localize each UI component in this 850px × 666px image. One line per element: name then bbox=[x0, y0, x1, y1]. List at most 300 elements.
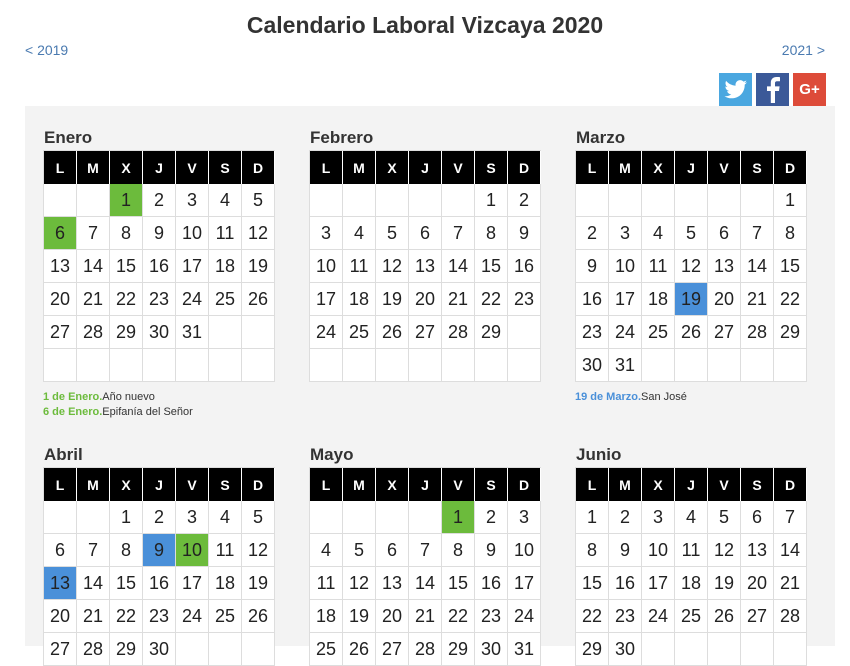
day-cell[interactable]: 30 bbox=[576, 349, 609, 382]
month-abril bbox=[43, 443, 275, 666]
day-cell[interactable]: 6 bbox=[44, 534, 77, 567]
day-cell[interactable]: 24 bbox=[609, 316, 642, 349]
day-cell[interactable]: 16 bbox=[143, 567, 176, 600]
day-cell[interactable]: 16 bbox=[508, 250, 541, 283]
day-cell[interactable]: 23 bbox=[143, 600, 176, 633]
day-cell[interactable]: 10 bbox=[176, 534, 209, 567]
day-cell[interactable]: 4 bbox=[310, 534, 343, 567]
day-cell[interactable]: 8 bbox=[475, 217, 508, 250]
empty-cell bbox=[708, 349, 741, 382]
month-name: Junio bbox=[576, 445, 622, 464]
empty-cell bbox=[774, 633, 807, 666]
day-cell[interactable]: 1 bbox=[110, 184, 143, 217]
day-cell[interactable]: 26 bbox=[376, 316, 409, 349]
empty-cell bbox=[642, 184, 675, 217]
day-cell[interactable]: 1 bbox=[442, 501, 475, 534]
day-cell[interactable]: 11 bbox=[310, 567, 343, 600]
day-cell[interactable]: 9 bbox=[508, 217, 541, 250]
empty-cell bbox=[508, 349, 541, 382]
day-cell[interactable]: 28 bbox=[741, 316, 774, 349]
empty-cell bbox=[675, 184, 708, 217]
day-cell[interactable]: 28 bbox=[442, 316, 475, 349]
day-cell[interactable]: 5 bbox=[242, 501, 275, 534]
day-cell[interactable]: 14 bbox=[442, 250, 475, 283]
day-cell[interactable]: 29 bbox=[475, 316, 508, 349]
holiday-date: 6 de Enero. bbox=[43, 406, 103, 418]
day-cell[interactable]: 9 bbox=[576, 250, 609, 283]
day-cell[interactable]: 25 bbox=[343, 316, 376, 349]
day-cell[interactable]: 24 bbox=[310, 316, 343, 349]
day-cell[interactable]: 21 bbox=[774, 567, 807, 600]
day-cell[interactable]: 18 bbox=[310, 600, 343, 633]
day-cell[interactable]: 4 bbox=[209, 184, 242, 217]
day-cell[interactable]: 5 bbox=[376, 217, 409, 250]
weekday-header: L bbox=[44, 468, 77, 501]
day-cell[interactable]: 14 bbox=[774, 534, 807, 567]
day-cell[interactable]: 11 bbox=[642, 250, 675, 283]
day-cell[interactable]: 15 bbox=[774, 250, 807, 283]
day-cell[interactable]: 27 bbox=[741, 600, 774, 633]
day-cell[interactable]: 15 bbox=[576, 567, 609, 600]
day-cell[interactable]: 6 bbox=[409, 217, 442, 250]
weekday-header: V bbox=[708, 151, 741, 184]
month-grid bbox=[309, 467, 541, 666]
day-cell[interactable]: 29 bbox=[442, 633, 475, 666]
day-cell[interactable]: 29 bbox=[110, 316, 143, 349]
weekday-header: J bbox=[409, 151, 442, 184]
weekday-header: S bbox=[475, 151, 508, 184]
page-title: Calendario Laboral Vizcaya 2020 bbox=[246, 12, 604, 38]
month-name: Mayo bbox=[310, 445, 354, 464]
empty-cell bbox=[609, 184, 642, 217]
day-cell[interactable]: 29 bbox=[774, 316, 807, 349]
weekday-header: S bbox=[741, 468, 774, 501]
empty-cell bbox=[343, 184, 376, 217]
weekday-header: L bbox=[310, 151, 343, 184]
day-cell[interactable]: 19 bbox=[376, 283, 409, 316]
day-cell[interactable]: 6 bbox=[44, 217, 77, 250]
day-cell[interactable]: 12 bbox=[708, 534, 741, 567]
day-cell[interactable]: 18 bbox=[675, 567, 708, 600]
day-cell[interactable]: 27 bbox=[44, 316, 77, 349]
day-cell[interactable]: 12 bbox=[242, 534, 275, 567]
day-cell[interactable]: 17 bbox=[176, 250, 209, 283]
month-name: Abril bbox=[44, 445, 83, 464]
day-cell[interactable]: 14 bbox=[77, 567, 110, 600]
day-cell[interactable]: 6 bbox=[708, 217, 741, 250]
empty-cell bbox=[774, 349, 807, 382]
empty-cell bbox=[209, 316, 242, 349]
day-cell[interactable]: 21 bbox=[77, 600, 110, 633]
empty-cell bbox=[675, 633, 708, 666]
day-cell[interactable]: 16 bbox=[475, 567, 508, 600]
empty-cell bbox=[708, 184, 741, 217]
weekday-header: D bbox=[242, 151, 275, 184]
day-cell[interactable]: 25 bbox=[675, 600, 708, 633]
day-cell[interactable]: 3 bbox=[176, 184, 209, 217]
googleplus-icon: G+ bbox=[799, 81, 820, 98]
empty-cell bbox=[642, 349, 675, 382]
empty-cell bbox=[343, 349, 376, 382]
empty-cell bbox=[209, 633, 242, 666]
day-cell[interactable]: 15 bbox=[475, 250, 508, 283]
month-enero bbox=[43, 126, 275, 420]
day-cell[interactable]: 10 bbox=[642, 534, 675, 567]
weekday-header: L bbox=[44, 151, 77, 184]
day-cell[interactable]: 14 bbox=[409, 567, 442, 600]
weekday-header: D bbox=[774, 151, 807, 184]
weekday-header: X bbox=[110, 468, 143, 501]
day-cell[interactable]: 26 bbox=[242, 600, 275, 633]
day-cell[interactable]: 23 bbox=[143, 283, 176, 316]
holiday-date: 19 de Marzo. bbox=[575, 391, 642, 403]
holiday-name: Epifanía del Señor bbox=[102, 406, 193, 418]
day-cell[interactable]: 5 bbox=[343, 534, 376, 567]
weekday-header: V bbox=[442, 151, 475, 184]
day-cell[interactable]: 28 bbox=[77, 316, 110, 349]
day-cell[interactable]: 1 bbox=[475, 184, 508, 217]
empty-cell bbox=[143, 349, 176, 382]
day-cell[interactable]: 23 bbox=[475, 600, 508, 633]
day-cell[interactable]: 7 bbox=[442, 217, 475, 250]
day-cell[interactable]: 10 bbox=[176, 217, 209, 250]
day-cell[interactable]: 4 bbox=[209, 501, 242, 534]
day-cell[interactable]: 2 bbox=[143, 184, 176, 217]
day-cell[interactable]: 18 bbox=[209, 567, 242, 600]
day-cell[interactable]: 22 bbox=[442, 600, 475, 633]
empty-cell bbox=[44, 349, 77, 382]
empty-cell bbox=[376, 349, 409, 382]
day-cell[interactable]: 17 bbox=[609, 283, 642, 316]
day-cell[interactable]: 3 bbox=[310, 217, 343, 250]
empty-cell bbox=[44, 184, 77, 217]
day-cell[interactable]: 7 bbox=[409, 534, 442, 567]
month-grid bbox=[575, 150, 807, 382]
month-name: Enero bbox=[44, 128, 93, 147]
day-cell[interactable]: 16 bbox=[143, 250, 176, 283]
day-cell[interactable]: 19 bbox=[242, 250, 275, 283]
day-cell[interactable]: 5 bbox=[708, 501, 741, 534]
weekday-header: D bbox=[508, 151, 541, 184]
weekday-header: V bbox=[176, 151, 209, 184]
holiday-note bbox=[575, 390, 807, 405]
day-cell[interactable]: 7 bbox=[77, 217, 110, 250]
day-cell[interactable]: 22 bbox=[774, 283, 807, 316]
day-cell[interactable]: 8 bbox=[442, 534, 475, 567]
day-cell[interactable]: 2 bbox=[508, 184, 541, 217]
day-cell[interactable]: 4 bbox=[675, 501, 708, 534]
empty-cell bbox=[475, 349, 508, 382]
weekday-header: J bbox=[675, 151, 708, 184]
weekday-header: V bbox=[708, 468, 741, 501]
weekday-header: M bbox=[343, 468, 376, 501]
holiday-notes bbox=[575, 390, 807, 405]
weekday-header: J bbox=[675, 468, 708, 501]
day-cell[interactable]: 25 bbox=[310, 633, 343, 666]
day-cell[interactable]: 31 bbox=[508, 633, 541, 666]
day-cell[interactable]: 19 bbox=[708, 567, 741, 600]
twitter-icon bbox=[724, 80, 748, 100]
day-cell[interactable]: 15 bbox=[442, 567, 475, 600]
empty-cell bbox=[310, 501, 343, 534]
holiday-name: Año nuevo bbox=[102, 391, 155, 403]
day-cell[interactable]: 26 bbox=[343, 633, 376, 666]
day-cell[interactable]: 11 bbox=[209, 534, 242, 567]
prev-year-link[interactable]: < 2019 bbox=[25, 42, 69, 58]
day-cell[interactable]: 22 bbox=[110, 600, 143, 633]
holiday-note bbox=[43, 405, 275, 420]
day-cell[interactable]: 15 bbox=[110, 567, 143, 600]
day-cell[interactable]: 3 bbox=[642, 501, 675, 534]
day-cell[interactable]: 18 bbox=[343, 283, 376, 316]
weekday-header: M bbox=[77, 468, 110, 501]
day-cell[interactable]: 20 bbox=[708, 283, 741, 316]
empty-cell bbox=[242, 316, 275, 349]
day-cell[interactable]: 3 bbox=[609, 217, 642, 250]
day-cell[interactable]: 28 bbox=[77, 633, 110, 666]
day-cell[interactable]: 11 bbox=[343, 250, 376, 283]
weekday-header: M bbox=[343, 151, 376, 184]
day-cell[interactable]: 24 bbox=[176, 283, 209, 316]
day-cell[interactable]: 25 bbox=[642, 316, 675, 349]
day-cell[interactable]: 7 bbox=[741, 217, 774, 250]
day-cell[interactable]: 13 bbox=[708, 250, 741, 283]
weekday-header: X bbox=[376, 468, 409, 501]
day-cell[interactable]: 18 bbox=[642, 283, 675, 316]
weekday-header: X bbox=[642, 468, 675, 501]
day-cell[interactable]: 22 bbox=[475, 283, 508, 316]
day-cell[interactable]: 13 bbox=[741, 534, 774, 567]
empty-cell bbox=[176, 349, 209, 382]
day-cell[interactable]: 9 bbox=[475, 534, 508, 567]
day-cell[interactable]: 19 bbox=[242, 567, 275, 600]
day-cell[interactable]: 14 bbox=[741, 250, 774, 283]
day-cell[interactable]: 1 bbox=[774, 184, 807, 217]
day-cell[interactable]: 20 bbox=[44, 283, 77, 316]
day-cell[interactable]: 9 bbox=[143, 217, 176, 250]
day-cell[interactable]: 17 bbox=[176, 567, 209, 600]
day-cell[interactable]: 6 bbox=[741, 501, 774, 534]
facebook-icon bbox=[766, 77, 780, 103]
day-cell[interactable]: 5 bbox=[675, 217, 708, 250]
day-cell[interactable]: 20 bbox=[44, 600, 77, 633]
empty-cell bbox=[310, 349, 343, 382]
day-cell[interactable]: 11 bbox=[209, 217, 242, 250]
day-cell[interactable]: 23 bbox=[609, 600, 642, 633]
day-cell[interactable]: 2 bbox=[143, 501, 176, 534]
weekday-header: L bbox=[576, 468, 609, 501]
weekday-header: L bbox=[576, 151, 609, 184]
day-cell[interactable]: 5 bbox=[242, 184, 275, 217]
weekday-header: S bbox=[209, 151, 242, 184]
day-cell[interactable]: 9 bbox=[143, 534, 176, 567]
weekday-header: J bbox=[409, 468, 442, 501]
day-cell[interactable]: 21 bbox=[77, 283, 110, 316]
day-cell[interactable]: 7 bbox=[77, 534, 110, 567]
holiday-name: San José bbox=[641, 391, 687, 403]
month-name: Marzo bbox=[576, 128, 626, 147]
day-cell[interactable]: 23 bbox=[508, 283, 541, 316]
month-grid bbox=[43, 467, 275, 666]
day-cell[interactable]: 12 bbox=[675, 250, 708, 283]
weekday-header: D bbox=[774, 468, 807, 501]
weekday-header: S bbox=[475, 468, 508, 501]
day-cell[interactable]: 19 bbox=[675, 283, 708, 316]
day-cell[interactable]: 13 bbox=[376, 567, 409, 600]
day-cell[interactable]: 20 bbox=[741, 567, 774, 600]
day-cell[interactable]: 18 bbox=[209, 250, 242, 283]
day-cell[interactable]: 22 bbox=[110, 283, 143, 316]
day-cell[interactable]: 10 bbox=[310, 250, 343, 283]
day-cell[interactable]: 2 bbox=[576, 217, 609, 250]
weekday-header: J bbox=[143, 151, 176, 184]
empty-cell bbox=[741, 633, 774, 666]
day-cell[interactable]: 24 bbox=[176, 600, 209, 633]
day-cell[interactable]: 21 bbox=[409, 600, 442, 633]
day-cell[interactable]: 26 bbox=[242, 283, 275, 316]
day-cell[interactable]: 2 bbox=[609, 501, 642, 534]
day-cell[interactable]: 12 bbox=[343, 567, 376, 600]
day-cell[interactable]: 16 bbox=[609, 567, 642, 600]
empty-cell bbox=[675, 349, 708, 382]
holiday-notes bbox=[43, 390, 275, 420]
weekday-header: J bbox=[143, 468, 176, 501]
weekday-header: X bbox=[376, 151, 409, 184]
empty-cell bbox=[409, 184, 442, 217]
day-cell[interactable]: 8 bbox=[576, 534, 609, 567]
empty-cell bbox=[409, 349, 442, 382]
day-cell[interactable]: 30 bbox=[475, 633, 508, 666]
empty-cell bbox=[442, 184, 475, 217]
day-cell[interactable]: 2 bbox=[475, 501, 508, 534]
day-cell[interactable]: 28 bbox=[774, 600, 807, 633]
day-cell[interactable]: 30 bbox=[143, 633, 176, 666]
day-cell[interactable]: 31 bbox=[609, 349, 642, 382]
empty-cell bbox=[310, 184, 343, 217]
empty-cell bbox=[77, 501, 110, 534]
month-marzo bbox=[575, 126, 807, 405]
day-cell[interactable]: 21 bbox=[442, 283, 475, 316]
day-cell[interactable]: 24 bbox=[642, 600, 675, 633]
empty-cell bbox=[741, 349, 774, 382]
empty-cell bbox=[242, 349, 275, 382]
day-cell[interactable]: 30 bbox=[609, 633, 642, 666]
day-cell[interactable]: 1 bbox=[110, 501, 143, 534]
day-cell[interactable]: 17 bbox=[310, 283, 343, 316]
day-cell[interactable]: 19 bbox=[343, 600, 376, 633]
day-cell[interactable]: 20 bbox=[376, 600, 409, 633]
day-cell[interactable]: 4 bbox=[343, 217, 376, 250]
month-name: Febrero bbox=[310, 128, 374, 147]
holiday-date: 1 de Enero. bbox=[43, 391, 103, 403]
day-cell[interactable]: 22 bbox=[576, 600, 609, 633]
facebook-share-button[interactable] bbox=[756, 73, 789, 106]
day-cell[interactable]: 26 bbox=[675, 316, 708, 349]
day-cell[interactable]: 3 bbox=[508, 501, 541, 534]
day-cell[interactable]: 27 bbox=[376, 633, 409, 666]
day-cell[interactable]: 13 bbox=[44, 567, 77, 600]
empty-cell bbox=[576, 184, 609, 217]
googleplus-share-button[interactable] bbox=[793, 73, 826, 106]
day-cell[interactable]: 20 bbox=[409, 283, 442, 316]
empty-cell bbox=[708, 633, 741, 666]
day-cell[interactable]: 25 bbox=[209, 600, 242, 633]
weekday-header: M bbox=[609, 151, 642, 184]
month-febrero bbox=[309, 126, 541, 382]
weekday-header: D bbox=[508, 468, 541, 501]
weekday-header: V bbox=[442, 468, 475, 501]
day-cell[interactable]: 3 bbox=[176, 501, 209, 534]
day-cell[interactable]: 27 bbox=[44, 633, 77, 666]
day-cell[interactable]: 8 bbox=[110, 217, 143, 250]
day-cell[interactable]: 21 bbox=[741, 283, 774, 316]
day-cell[interactable]: 6 bbox=[376, 534, 409, 567]
weekday-header: X bbox=[642, 151, 675, 184]
day-cell[interactable]: 26 bbox=[708, 600, 741, 633]
day-cell[interactable]: 13 bbox=[409, 250, 442, 283]
weekday-header: S bbox=[209, 468, 242, 501]
day-cell[interactable]: 31 bbox=[176, 316, 209, 349]
month-mayo bbox=[309, 443, 541, 666]
day-cell[interactable]: 11 bbox=[675, 534, 708, 567]
weekday-header: V bbox=[176, 468, 209, 501]
day-cell[interactable]: 17 bbox=[508, 567, 541, 600]
day-cell[interactable]: 29 bbox=[576, 633, 609, 666]
empty-cell bbox=[44, 501, 77, 534]
day-cell[interactable]: 9 bbox=[609, 534, 642, 567]
month-grid bbox=[43, 150, 275, 382]
empty-cell bbox=[110, 349, 143, 382]
day-cell[interactable]: 8 bbox=[774, 217, 807, 250]
day-cell[interactable]: 17 bbox=[642, 567, 675, 600]
day-cell[interactable]: 28 bbox=[409, 633, 442, 666]
month-junio bbox=[575, 443, 807, 666]
empty-cell bbox=[242, 633, 275, 666]
day-cell[interactable]: 25 bbox=[209, 283, 242, 316]
next-year-link[interactable]: 2021 > bbox=[781, 42, 825, 58]
empty-cell bbox=[176, 633, 209, 666]
day-cell[interactable]: 23 bbox=[576, 316, 609, 349]
day-cell[interactable]: 30 bbox=[143, 316, 176, 349]
day-cell[interactable]: 12 bbox=[376, 250, 409, 283]
empty-cell bbox=[409, 501, 442, 534]
day-cell[interactable]: 13 bbox=[44, 250, 77, 283]
calendar-container bbox=[25, 106, 835, 659]
weekday-header: X bbox=[110, 151, 143, 184]
weekday-header: S bbox=[741, 151, 774, 184]
day-cell[interactable]: 10 bbox=[609, 250, 642, 283]
empty-cell bbox=[376, 501, 409, 534]
twitter-share-button[interactable] bbox=[719, 73, 752, 106]
day-cell[interactable]: 12 bbox=[242, 217, 275, 250]
day-cell[interactable]: 27 bbox=[708, 316, 741, 349]
day-cell[interactable]: 15 bbox=[110, 250, 143, 283]
day-cell[interactable]: 10 bbox=[508, 534, 541, 567]
day-cell[interactable]: 1 bbox=[576, 501, 609, 534]
day-cell[interactable]: 29 bbox=[110, 633, 143, 666]
weekday-header: M bbox=[609, 468, 642, 501]
day-cell[interactable]: 4 bbox=[642, 217, 675, 250]
month-grid bbox=[309, 150, 541, 382]
day-cell[interactable]: 8 bbox=[110, 534, 143, 567]
day-cell[interactable]: 24 bbox=[508, 600, 541, 633]
weekday-header: L bbox=[310, 468, 343, 501]
day-cell[interactable]: 7 bbox=[774, 501, 807, 534]
day-cell[interactable]: 16 bbox=[576, 283, 609, 316]
empty-cell bbox=[77, 349, 110, 382]
day-cell[interactable]: 14 bbox=[77, 250, 110, 283]
day-cell[interactable]: 27 bbox=[409, 316, 442, 349]
